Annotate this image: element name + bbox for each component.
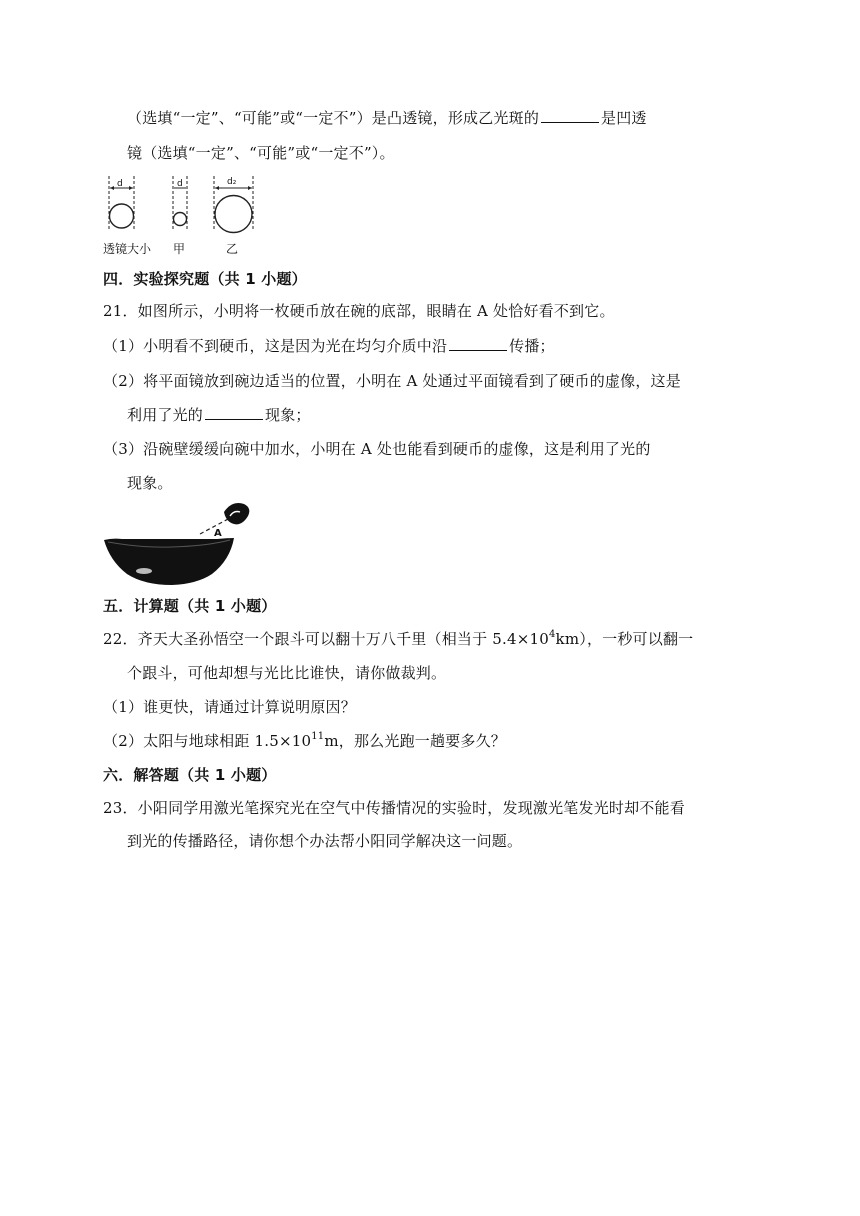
q21-part1-text-b: 传播； [509, 337, 555, 355]
lens-spot-figure [100, 174, 270, 260]
q22-part2-text-b: m，那么光跑一趟要多久？ [324, 732, 506, 750]
q22-part2-text-a: （2）太阳与地球相距 1.5×10 [103, 732, 312, 750]
q21-part1-text-a: （1）小明看不到硬币，这是因为光在均匀介质中沿 [103, 337, 448, 355]
q21-part2-line2 [127, 404, 311, 426]
q21-part2-line1: （2）将平面镜放到碗边适当的位置，小明在 A 处通过平面镜看到了硬币的虚像，这是 [103, 372, 681, 390]
q20-line1-text-b: 是凹透 [601, 109, 647, 127]
answer-blank[interactable] [541, 107, 599, 123]
q20-line1-text-a: （选填“一定”、“可能”或“一定不”）是凸透镜，形成乙光斑的 [127, 109, 540, 127]
answer-blank[interactable] [205, 404, 263, 420]
point-a-label: A [214, 528, 222, 539]
q20-line2 [127, 142, 395, 164]
answer-blank[interactable] [449, 335, 507, 351]
q21-part1 [103, 335, 555, 357]
q22-part2 [103, 730, 506, 752]
q22-stem-line2: 个跟斗，可他却想与光比比谁快，请你做裁判。 [127, 664, 447, 682]
q21-part3-line2: 现象。 [127, 474, 173, 492]
mark-d2: d₂ [227, 177, 237, 187]
q21-part2-text-a: 利用了光的 [127, 406, 204, 424]
bowl-eye-diagram [102, 498, 262, 588]
label-lens-size: 透镜大小 [103, 242, 152, 256]
bowl-coin-figure [102, 498, 262, 588]
section-heading-5: 五．计算题（共 1 小题） [103, 597, 277, 615]
q22-stem-text-b: km），一秒可以翻一 [555, 630, 694, 648]
section-heading-6: 六．解答题（共 1 小题） [103, 766, 277, 784]
mark-d: d [117, 179, 123, 189]
q22-stem-text-a: 22．齐天大圣孙悟空一个跟斗可以翻十万八千里（相当于 5.4×10 [103, 630, 549, 648]
q23-line2: 到光的传播路径，请你想个办法帮小阳同学解决这一问题。 [127, 832, 523, 850]
section-heading-4: 四．实验探究题（共 1 小题） [103, 270, 307, 288]
q21-stem: 21．如图所示，小明将一枚硬币放在碗的底部，眼睛在 A 处恰好看不到它。 [103, 302, 615, 320]
q21-part3-line1: （3）沿碗壁缓缓向碗中加水，小明在 A 处也能看到硬币的虚像，这是利用了光的 [103, 440, 651, 458]
mark-d1: d [177, 179, 183, 189]
label-yi: 乙 [226, 242, 239, 256]
q22-exponent: 4 [548, 629, 556, 640]
q22-part2-exponent: 11 [311, 731, 325, 742]
q22-part1: （1）谁更快，请通过计算说明原因？ [103, 698, 356, 716]
q20-line2-text: 镜（选填“一定”、“可能”或“一定不”）。 [127, 144, 395, 162]
q20-line1 [127, 107, 647, 129]
q23-line1: 23．小阳同学用激光笔探究光在空气中传播情况的实验时，发现激光笔发光时却不能看 [103, 799, 685, 817]
q22-stem-line1 [103, 628, 693, 650]
q21-part2-text-b: 现象； [265, 406, 311, 424]
label-jia: 甲 [173, 242, 186, 256]
